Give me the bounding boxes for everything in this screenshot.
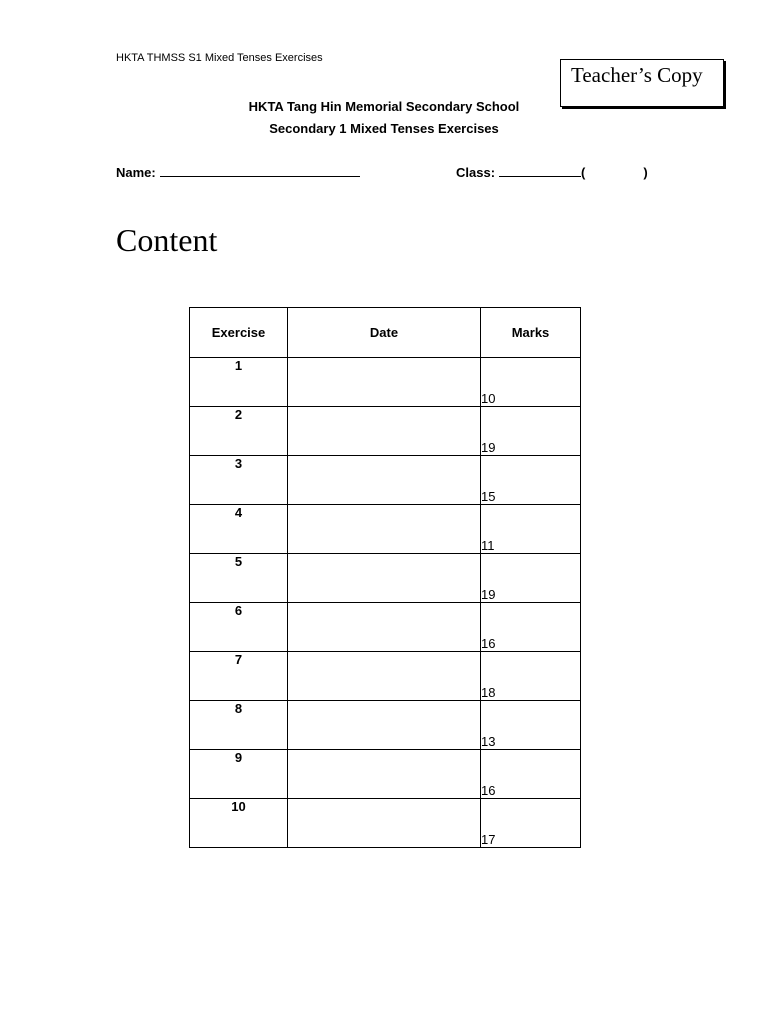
date-cell [288, 701, 481, 750]
marks-cell: 16 [481, 750, 581, 799]
teachers-copy-label: Teacher’s Copy [560, 59, 724, 107]
marks-cell: 15 [481, 456, 581, 505]
marks-cell: 19 [481, 554, 581, 603]
exercise-number: 8 [190, 701, 288, 750]
class-number-open-paren: ( [581, 165, 586, 180]
exercise-number: 4 [190, 505, 288, 554]
date-cell [288, 799, 481, 848]
column-header-exercise: Exercise [190, 308, 288, 358]
exercise-number: 10 [190, 799, 288, 848]
exercise-number: 9 [190, 750, 288, 799]
column-header-date: Date [288, 308, 481, 358]
exercise-number: 5 [190, 554, 288, 603]
exercise-number: 7 [190, 652, 288, 701]
table-row [190, 603, 581, 652]
table-row [190, 358, 581, 407]
exercise-table [189, 307, 581, 848]
date-cell [288, 456, 481, 505]
class-number-close-paren: ) [643, 165, 648, 180]
exercise-number: 3 [190, 456, 288, 505]
class-label: Class: [456, 165, 496, 180]
table-row [190, 701, 581, 750]
table-row [190, 505, 581, 554]
column-header-marks: Marks [481, 308, 581, 358]
date-cell [288, 554, 481, 603]
table-row [190, 652, 581, 701]
content-heading: Content [116, 222, 218, 258]
name-label: Name: [116, 165, 156, 180]
marks-cell: 16 [481, 603, 581, 652]
marks-cell: 17 [481, 799, 581, 848]
name-blank-line[interactable] [160, 164, 360, 177]
name-field [116, 164, 360, 180]
school-name: HKTA Tang Hin Memorial Secondary School [248, 99, 520, 114]
date-cell [288, 603, 481, 652]
class-blank-line[interactable] [499, 164, 581, 177]
marks-cell: 10 [481, 358, 581, 407]
marks-cell: 13 [481, 701, 581, 750]
table-header-row [190, 308, 581, 358]
marks-cell: 18 [481, 652, 581, 701]
date-cell [288, 505, 481, 554]
table-row [190, 456, 581, 505]
table-row [190, 799, 581, 848]
exercise-number: 1 [190, 358, 288, 407]
exercise-number: 2 [190, 407, 288, 456]
date-cell [288, 750, 481, 799]
class-field [456, 164, 648, 180]
exercise-number: 6 [190, 603, 288, 652]
table-row [190, 407, 581, 456]
marks-cell: 11 [481, 505, 581, 554]
date-cell [288, 358, 481, 407]
date-cell [288, 652, 481, 701]
table-row [190, 554, 581, 603]
worksheet-subtitle: Secondary 1 Mixed Tenses Exercises [269, 121, 499, 136]
marks-cell: 19 [481, 407, 581, 456]
running-header: HKTA THMSS S1 Mixed Tenses Exercises [116, 52, 323, 64]
date-cell [288, 407, 481, 456]
table-row [190, 750, 581, 799]
